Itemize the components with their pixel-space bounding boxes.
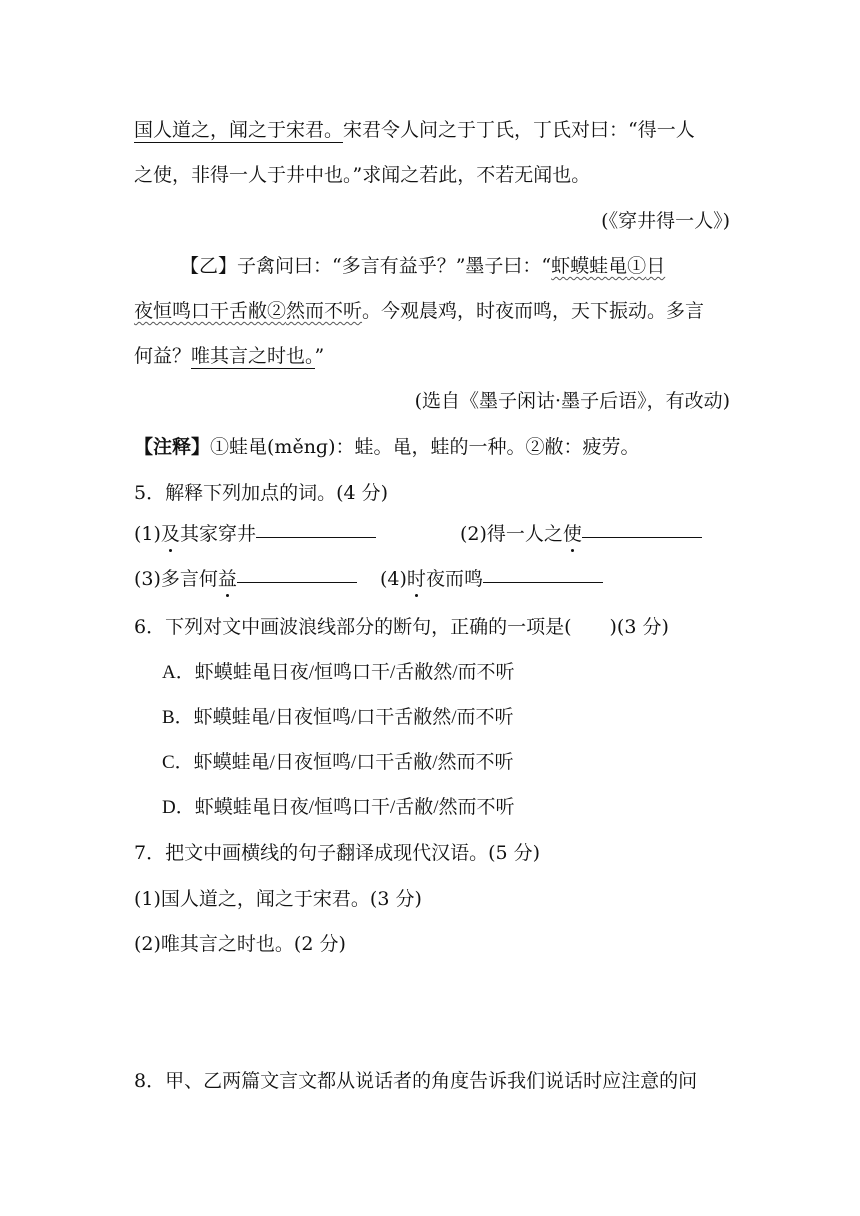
passage-a-line-2: 之使，非得一人于井中也。”求闻之若此，不若无闻也。 — [134, 164, 591, 186]
passage-b-line-1 — [180, 251, 665, 278]
passage-b-text: 何益？ — [134, 345, 192, 367]
answer-blank-3[interactable] — [237, 581, 357, 583]
item-text: (2)得一人之 — [460, 523, 563, 545]
option-b[interactable]: B．虾蟆蛙黾/日夜恒鸣/口干舌敝然/而不听 — [162, 707, 514, 728]
question-5-item-2 — [460, 519, 702, 546]
wavy-text: 虾蟆蛙黾 — [551, 255, 628, 277]
dotted-char: 使 — [562, 523, 582, 545]
question-6-stem: 6．下列对文中画波浪线部分的断句，正确的一项是( )(3 分) — [134, 616, 669, 638]
dotted-char: 时 — [406, 568, 426, 590]
annotation-label: 【注释】 — [134, 436, 211, 458]
option-c[interactable]: C．虾蟆蛙黾/日夜恒鸣/口干舌敝/然而不听 — [162, 752, 514, 773]
item-number: (1) — [134, 523, 161, 545]
passage-a-line-1 — [134, 115, 695, 142]
item-text: (3)多言何 — [134, 568, 218, 590]
question-5-item-3 — [134, 564, 357, 591]
answer-blank-2[interactable] — [582, 536, 702, 538]
passage-a-source: (《穿井得一人》) — [601, 210, 730, 232]
passage-a-text: 宋君令人问之于丁氏，丁氏对曰：“得一人 — [343, 119, 695, 141]
answer-blank-4[interactable] — [483, 581, 603, 583]
passage-b-line-2 — [134, 296, 704, 323]
item-text: 夜而鸣 — [425, 568, 483, 590]
option-d[interactable]: D．虾蟆蛙黾日夜/恒鸣口干/舌敝/然而不听 — [162, 797, 515, 818]
passage-b-line-3 — [134, 341, 324, 368]
passage-b-source: (选自《墨子闲诂·墨子后语》，有改动) — [414, 390, 730, 412]
item-number: (4) — [380, 568, 407, 590]
question-7-item-2: (2)唯其言之时也。(2 分) — [134, 933, 346, 955]
dotted-char: 益 — [217, 568, 237, 590]
passage-b-text: ” — [314, 345, 325, 367]
wavy-text: 夜恒鸣口干舌敝 — [134, 300, 268, 322]
question-5-item-1 — [134, 519, 376, 546]
question-7-stem: 7．把文中画横线的句子翻译成现代汉语。(5 分) — [134, 842, 541, 864]
annotation-line — [134, 432, 640, 459]
wavy-text: 然而不听 — [286, 300, 363, 322]
option-a[interactable]: A．虾蟆蛙黾日夜/恒鸣口干/舌敝然/而不听 — [162, 662, 515, 683]
dotted-char: 及 — [160, 523, 180, 545]
passage-b-text: 。今观晨鸡，时夜而鸣，天下振动。多言 — [362, 300, 705, 322]
question-5-stem: 5．解释下列加点的词。(4 分) — [134, 482, 389, 504]
question-8-stem: 8．甲、乙两篇文言文都从说话者的角度告诉我们说话时应注意的问 — [134, 1070, 698, 1092]
item-text: 其家穿井 — [179, 523, 256, 545]
note-marker-1: ① — [627, 255, 647, 277]
wavy-text: 日 — [646, 255, 666, 277]
answer-blank-1[interactable] — [256, 536, 376, 538]
annotation-text: ①蛙黾(měnɡ)：蛙。黾，蛙的一种。②敝：疲劳。 — [210, 436, 640, 458]
underlined-sentence-2: 唯其言之时也。 — [191, 345, 315, 367]
question-7-item-1: (1)国人道之，闻之于宋君。(3 分) — [134, 888, 422, 910]
question-5-item-4 — [380, 564, 603, 591]
underlined-sentence-1: 国人道之，闻之于宋君。 — [134, 119, 344, 141]
passage-b-text: 【乙】子禽问曰：“多言有益乎？”墨子曰：“ — [180, 255, 552, 277]
note-marker-2: ② — [267, 300, 287, 322]
